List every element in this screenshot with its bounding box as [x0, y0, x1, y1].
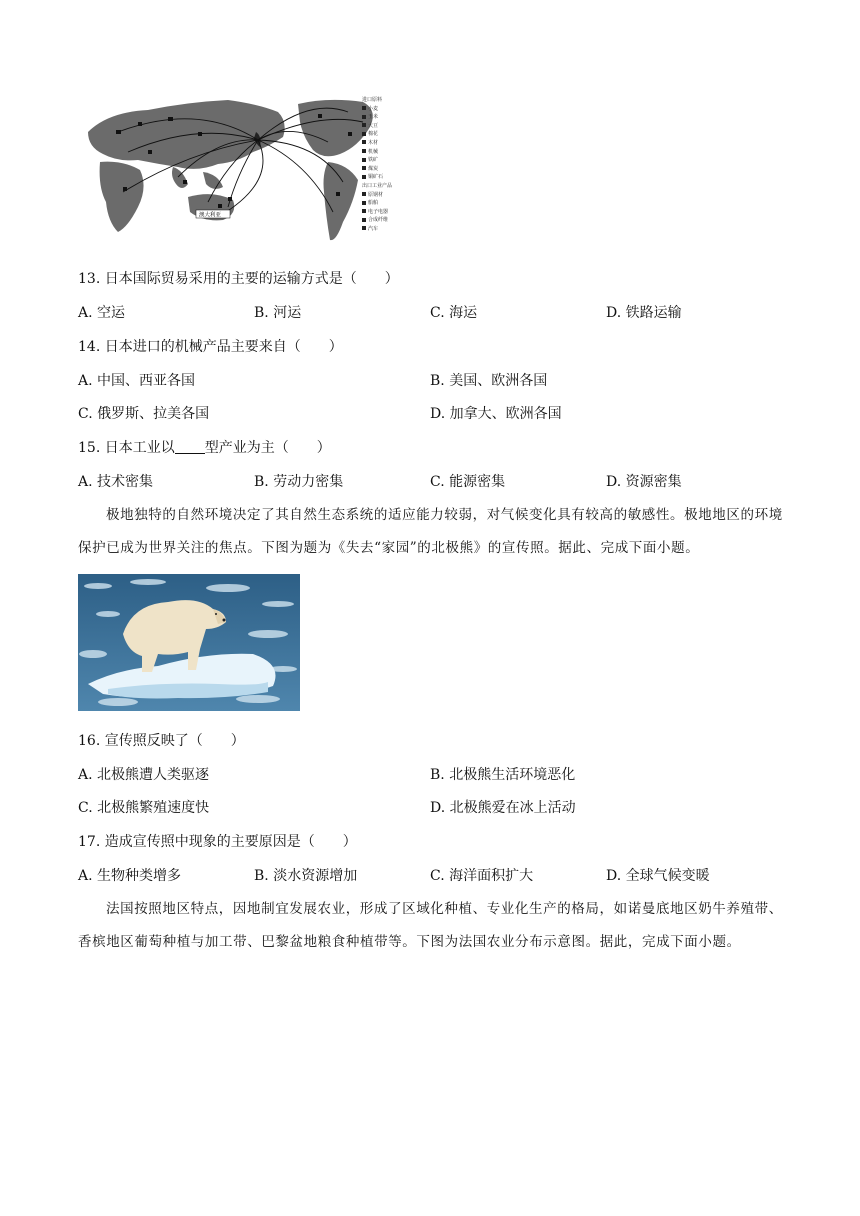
legend-symbol-icon: [362, 149, 366, 153]
legend-item: 电子电器: [362, 208, 412, 217]
legend-item: 汽车: [362, 225, 412, 234]
legend-item: 铁矿: [362, 156, 412, 165]
q17-option-b[interactable]: B. 淡水资源增加: [254, 868, 358, 884]
legend-item: 进口原料: [362, 97, 383, 103]
legend-symbol-icon: [362, 106, 366, 110]
q17-option-a[interactable]: A. 生物种类增多: [78, 868, 182, 884]
q16-option-c[interactable]: C. 北极熊繁殖速度快: [78, 800, 210, 816]
legend-symbol-icon: [362, 218, 366, 222]
legend-item: 煤炭: [362, 165, 412, 174]
legend-symbol-icon: [362, 123, 366, 127]
q16-option-a[interactable]: A. 北极熊遭人类驱逐: [78, 767, 210, 783]
legend-symbol-icon: [362, 226, 366, 230]
legend-item: 小麦: [362, 105, 412, 114]
map-label: 澳大利亚: [199, 212, 222, 219]
q15-option-d[interactable]: D. 资源密集: [606, 474, 682, 490]
legend-symbol-icon: [362, 140, 366, 144]
passage-france: 法国按照地区特点，因地制宜发展农业，形成了区域化种植、专业化生产的格局，如诺曼底地区奶牛养殖带、香槟地区葡萄种植与加工带、巴黎盆地粮食种植带等。下图为法国农业分布示意图。据此，完成下面小题。: [78, 901, 783, 950]
legend-item: 铜矿石: [362, 173, 412, 182]
legend-symbol-icon: [362, 158, 366, 162]
q17-option-c[interactable]: C. 海洋面积扩大: [430, 868, 534, 884]
q14-option-b[interactable]: B. 美国、欧洲各国: [430, 373, 548, 389]
legend-symbol-icon: [362, 115, 366, 119]
q16-option-b[interactable]: B. 北极熊生活环境恶化: [430, 767, 576, 783]
q13-option-d[interactable]: D. 铁路运输: [606, 305, 682, 321]
legend-symbol-icon: [362, 209, 366, 213]
q15-option-c[interactable]: C. 能源密集: [430, 474, 506, 490]
q15-option-b[interactable]: B. 劳动力密集: [254, 474, 344, 490]
question-16-stem: 16. 宣传照反映了（ ）: [78, 733, 245, 749]
legend-item: 木材: [362, 139, 412, 148]
q13-option-b[interactable]: B. 河运: [254, 305, 302, 321]
q13-option-a[interactable]: A. 空运: [78, 305, 126, 321]
polar-bear-photo: [78, 574, 300, 711]
question-13-stem: 13. 日本国际贸易采用的主要的运输方式是（ ）: [78, 271, 399, 287]
q14-option-d[interactable]: D. 加拿大、欧洲各国: [430, 406, 562, 422]
question-14-stem: 14. 日本进口的机械产品主要来自（ ）: [78, 339, 343, 355]
legend-item: 出口工业产品: [362, 182, 393, 189]
legend-item: 玉米: [362, 113, 412, 122]
q16-option-d[interactable]: D. 北极熊爱在冰上活动: [430, 800, 576, 816]
question-15-stem: 15. 日本工业以 型产业为主（ ）: [78, 440, 331, 456]
legend-symbol-icon: [362, 192, 366, 196]
legend-symbol-icon: [362, 132, 366, 136]
q14-option-c[interactable]: C. 俄罗斯、拉美各国: [78, 406, 210, 422]
legend-item: 原钢材: [362, 191, 412, 200]
legend-item: 机械: [362, 148, 412, 157]
q13-option-c[interactable]: C. 海运: [430, 305, 478, 321]
legend-symbol-icon: [362, 166, 366, 170]
legend-symbol-icon: [362, 201, 366, 205]
legend-symbol-icon: [362, 175, 366, 179]
legend-item: 棉花: [362, 130, 412, 139]
passage-polar: 极地独特的自然环境决定了其自然生态系统的适应能力较弱，对气候变化具有较高的敏感性。极地地区的环境保护已成为世界关注的焦点。下图为题为《失去“家园”的北极熊》的宣传照。据此、完成下面小题。: [78, 507, 783, 556]
q14-option-a[interactable]: A. 中国、西亚各国: [78, 373, 196, 389]
legend-item: 合成纤维: [362, 216, 412, 225]
question-17-stem: 17. 造成宣传照中现象的主要原因是（ ）: [78, 834, 357, 850]
japan-trade-map: [78, 92, 408, 250]
legend-item: 大豆: [362, 122, 412, 131]
answer-blank: [175, 439, 205, 454]
legend-item: 船舶: [362, 199, 412, 208]
q15-option-a[interactable]: A. 技术密集: [78, 474, 154, 490]
q17-option-d[interactable]: D. 全球气候变暖: [606, 868, 710, 884]
map-legend: [362, 96, 412, 234]
